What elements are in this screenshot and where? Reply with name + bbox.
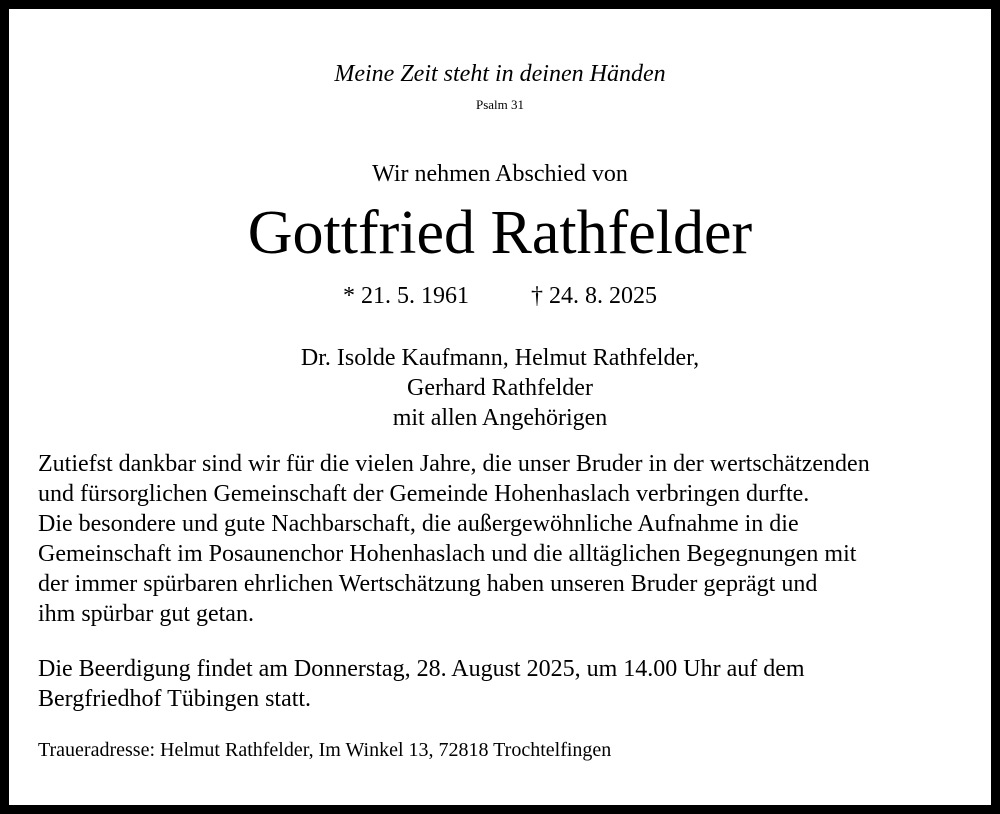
mourners-line: Dr. Isolde Kaufmann, Helmut Rathfelder, (300, 345, 700, 371)
paragraph-line: und fürsorglichen Gemeinschaft der Gemeinde Hohenhaslach verbringen durfte. (38, 481, 810, 507)
mourners-line: Gerhard Rathfelder (407, 375, 593, 401)
paragraph-line: Bergfriedhof Tübingen statt. (38, 686, 312, 712)
paragraph-line: Die Beerdigung findet am Donnerstag, 28. August 2025, um 14.00 Uhr auf dem (38, 656, 805, 682)
motto-verse: Meine Zeit steht in deinen Händen (334, 61, 666, 87)
mourners-list (9, 343, 991, 433)
paragraph-line: Die besondere und gute Nachbarschaft, die außergewöhnliche Aufnahme in die (38, 511, 799, 537)
paragraph-line: der immer spürbaren ehrlichen Wertschätzung haben unseren Bruder geprägt und (38, 571, 818, 597)
paragraph-line: Gemeinschaft im Posaunenchor Hohenhaslach und die alltäglichen Begegnungen mit (38, 541, 857, 567)
funeral-paragraph (38, 654, 978, 714)
farewell-heading: Wir nehmen Abschied von (372, 161, 628, 187)
death-date: † 24. 8. 2025 (531, 283, 657, 309)
deceased-name: Gottfried Rathfelder (247, 199, 753, 267)
mourning-address: Traueradresse: Helmut Rathfelder, Im Winkel 13, 72818 Trochtelfingen (38, 739, 612, 761)
birth-date: * 21. 5. 1961 (343, 283, 469, 309)
life-dates (9, 281, 991, 311)
gratitude-paragraph (38, 449, 978, 629)
mourners-line: mit allen Angehörigen (392, 405, 608, 431)
paragraph-line: Zutiefst dankbar sind wir für die vielen Jahre, die unser Bruder in der wertschätzenden (38, 451, 870, 477)
paragraph-line: ihm spürbar gut getan. (38, 601, 254, 627)
psalm-reference: Psalm 31 (475, 97, 525, 112)
